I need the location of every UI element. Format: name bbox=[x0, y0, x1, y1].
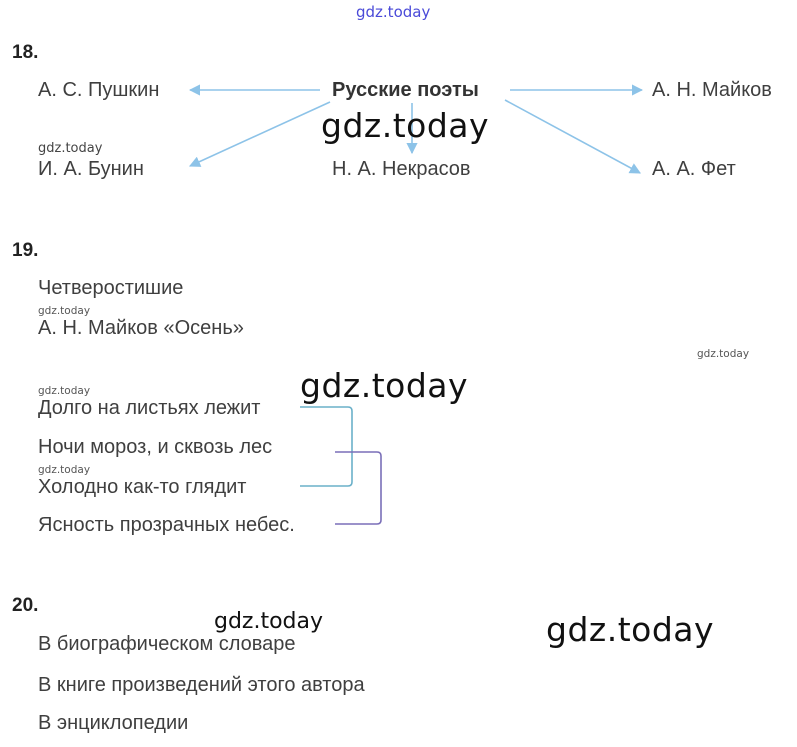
poem-genre: Четверостишие bbox=[38, 277, 184, 299]
task-number-19: 19. bbox=[12, 240, 39, 261]
watermark: gdz.today bbox=[38, 385, 91, 397]
watermark: gdz.today bbox=[38, 141, 103, 156]
poem-line-3: Холодно как-то глядит bbox=[38, 476, 247, 498]
poet-bunin: И. А. Бунин bbox=[38, 158, 144, 180]
watermark: gdz.today bbox=[697, 348, 750, 360]
watermark: gdz.today bbox=[546, 610, 715, 649]
watermark-top: gdz.today bbox=[356, 3, 431, 21]
answer-3: В энциклопедии bbox=[38, 712, 189, 734]
watermark: gdz.today bbox=[214, 609, 324, 634]
poem-line-4: Ясность прозрачных небес. bbox=[38, 514, 295, 536]
rhyme-bracket-teal bbox=[300, 407, 352, 486]
poet-nekrasov: Н. А. Некрасов bbox=[332, 158, 471, 180]
task-number-20: 20. bbox=[12, 595, 39, 616]
diagram-center-label: Русские поэты bbox=[332, 79, 479, 101]
watermark: gdz.today bbox=[38, 305, 91, 317]
answer-2: В книге произведений этого автора bbox=[38, 674, 365, 696]
rhyme-bracket-purple bbox=[335, 452, 381, 524]
watermark: gdz.today bbox=[300, 366, 469, 405]
arrow-to-fet bbox=[505, 100, 640, 173]
poem-line-2: Ночи мороз, и сквозь лес bbox=[38, 436, 273, 458]
watermark: gdz.today bbox=[38, 464, 91, 476]
poet-pushkin: А. С. Пушкин bbox=[38, 79, 160, 101]
poem-title: А. Н. Майков «Осень» bbox=[38, 317, 244, 339]
poet-fet: А. А. Фет bbox=[652, 158, 736, 180]
poet-maykov: А. Н. Майков bbox=[652, 79, 772, 101]
watermark: gdz.today bbox=[321, 106, 490, 145]
task-number-18: 18. bbox=[12, 42, 39, 63]
poem-line-1: Долго на листьях лежит bbox=[38, 397, 261, 419]
answer-1: В биографическом словаре bbox=[38, 633, 296, 655]
arrow-to-bunin bbox=[190, 102, 330, 166]
